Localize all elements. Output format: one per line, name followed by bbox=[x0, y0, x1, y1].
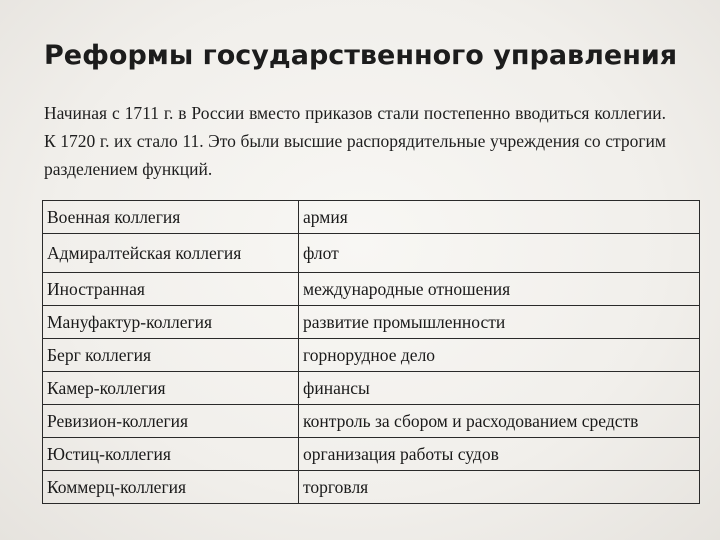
college-function: флот bbox=[299, 234, 700, 273]
intro-line-1: Начиная с 1711 г. в России вместо приказов стали постепенно вводиться bbox=[44, 103, 590, 123]
college-function: армия bbox=[299, 201, 700, 234]
intro-line-2: коллегии. К 1720 г. их стало 11. Это были высшие распорядительные bbox=[44, 103, 667, 151]
college-name: Военная коллегия bbox=[43, 201, 299, 234]
college-name: Камер-коллегия bbox=[43, 372, 299, 405]
table-row bbox=[43, 306, 700, 339]
college-name: Мануфактур-коллегия bbox=[43, 306, 299, 339]
slide-title: Реформы государственного управления bbox=[44, 40, 678, 71]
college-name: Иностранная bbox=[43, 273, 299, 306]
table-row bbox=[43, 234, 700, 273]
colleges-table bbox=[42, 200, 700, 504]
college-function: торговля bbox=[299, 471, 700, 504]
table-row bbox=[43, 273, 700, 306]
college-name: Юстиц-коллегия bbox=[43, 438, 299, 471]
table-row bbox=[43, 471, 700, 504]
college-name: Ревизион-коллегия bbox=[43, 405, 299, 438]
college-function: финансы bbox=[299, 372, 700, 405]
college-function: развитие промышленности bbox=[299, 306, 700, 339]
college-name: Адмиралтейская коллегия bbox=[43, 234, 299, 273]
table-row bbox=[43, 339, 700, 372]
table-row bbox=[43, 438, 700, 471]
college-name: Коммерц-коллегия bbox=[43, 471, 299, 504]
intro-paragraph bbox=[44, 99, 666, 183]
college-function: международные отношения bbox=[299, 273, 700, 306]
table-row bbox=[43, 201, 700, 234]
college-function: организация работы судов bbox=[299, 438, 700, 471]
college-function: контроль за сбором и расходованием средств bbox=[299, 405, 700, 438]
college-name: Берг коллегия bbox=[43, 339, 299, 372]
intro-line-3: учреждения со строгим разделением функций. bbox=[44, 131, 666, 179]
table-row bbox=[43, 405, 700, 438]
table-row bbox=[43, 372, 700, 405]
college-function: горнорудное дело bbox=[299, 339, 700, 372]
